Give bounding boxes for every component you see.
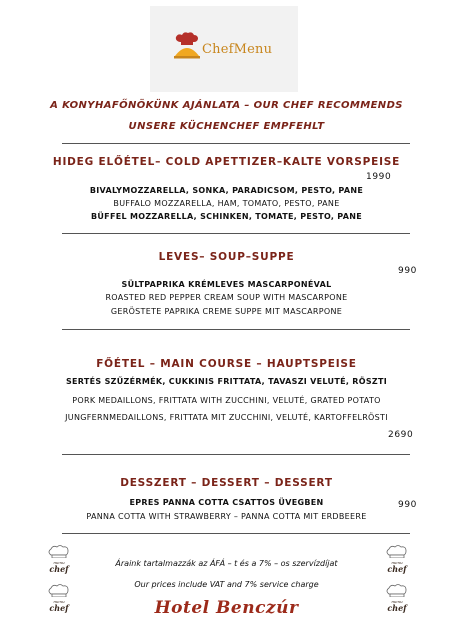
menu-line-en-de: PANNA COTTA WITH STRAWBERRY – PANNA COTTA MIT ERDBEERE: [86, 512, 367, 521]
menu-line-de: GERÖSTETE PAPRIKA CREME SUPPE MIT MASCARPONE: [110, 307, 343, 316]
vat-note-en: Our prices include VAT and 7% service charge: [134, 580, 319, 589]
divider: [62, 533, 410, 534]
menu-line-en: BUFFALO MOZZARELLA, HAM, TOMATO, PESTO, PANE: [113, 199, 340, 208]
menu-line-hu: EPRES PANNA COTTA CSATTOS ÜVEGBEN: [129, 498, 324, 507]
vat-note-hu: Áraink tartalmazzák az ÁFÁ – t és a 7% – os szervízdíjat: [115, 559, 338, 568]
chef-hat-icon: [48, 545, 70, 558]
price-soup: 990: [398, 266, 417, 276]
page-heading: A KONYHAFŐNÖKÜNK AJÁNLATA – OUR CHEF RECOMMENDS: [50, 100, 403, 111]
divider: [62, 329, 410, 330]
divider: [62, 143, 410, 144]
section-title-main-course: FŐÉTEL – MAIN COURSE – HAUPTSPEISE: [96, 358, 357, 370]
hotel-signature: Hotel Benczúr: [154, 598, 299, 618]
menu-line-en: PORK MEDAILLONS, FRITTATA WITH ZUCCHINI, VELUTÉ, GRATED POTATO: [72, 396, 381, 405]
section-title-cold-appetizer: HIDEG ELŐÉTEL– COLD APETTIZER–KALTE VORSPEISE: [52, 156, 401, 168]
page-subheading: UNSERE KÜCHENCHEF EMPFEHLT: [128, 121, 325, 132]
menu-chef-badge: menu chef: [380, 545, 414, 579]
menu-line-hu: BIVALYMOZZARELLA, SONKA, PARADICSOM, PESTO, PANE: [89, 186, 364, 195]
menu-line-en: ROASTED RED PEPPER CREAM SOUP WITH MASCARPONE: [105, 293, 348, 302]
chef-hat-icon: [386, 545, 408, 558]
menu-chef-badge: menu chef: [380, 584, 414, 618]
divider: [62, 454, 410, 455]
chef-hat-cloche-icon: [172, 32, 202, 62]
menu-line-hu: SERTÉS SZŰZÉRMÉK, CUKKINIS FRITTATA, TAVASZI VELUTÉ, RÖSZTI: [65, 377, 388, 386]
menu-line-de: JUNGFERNMEDAILLONS, FRITTATA MIT ZUCCHINI, VELUTÉ, KARTOFFELRÖSTI: [65, 413, 388, 422]
logo: [150, 6, 298, 92]
section-title-dessert: DESSZERT – DESSERT – DESSERT: [120, 477, 333, 489]
menu-line-hu: SÜLTPAPRIKA KRÉMLEVES MASCARPONÉVAL: [121, 280, 332, 289]
menu-line-de: BÜFFEL MOZZARELLA, SCHINKEN, TOMATE, PESTO, PANE: [90, 212, 362, 221]
divider: [62, 233, 410, 234]
section-title-soup: LEVES– SOUP–SUPPE: [158, 251, 295, 263]
logo-text: ChefMenu: [202, 42, 273, 57]
price-main-course: 2690: [388, 430, 414, 440]
price-cold-appetizer: 1990: [366, 172, 392, 182]
menu-chef-badge: menu chef: [42, 545, 76, 579]
price-dessert: 990: [398, 500, 417, 510]
menu-chef-badge: menu chef: [42, 584, 76, 618]
